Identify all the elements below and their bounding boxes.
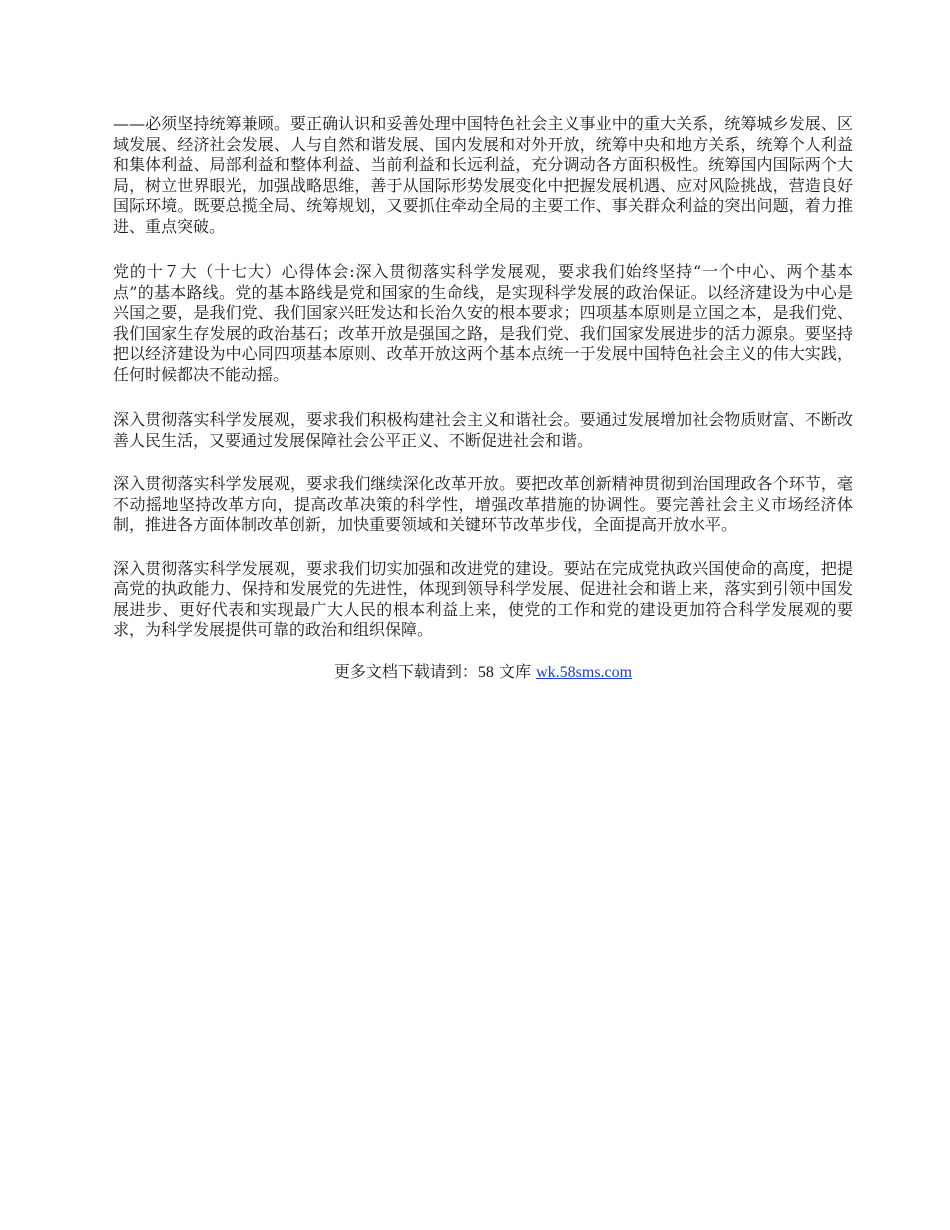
footer-site-number: 58 [477,663,494,681]
paragraph-reform-opening: 深入贯彻落实科学发展观，要求我们继续深化改革开放。要把改革创新精神贯彻到治国理政各个环节，毫不动摇地坚持改革方向，提高改革决策的科学性，增强改革措施的协调性。要完善社会主义市场经济体制，推进各方面体制改革创新，加快重要领域和关键环节改革步伐，全面提高开放水平。 [113,474,853,534]
footer-site-name: 文库 [493,661,537,681]
paragraph-overall-planning: ——必须坚持统筹兼顾。要正确认识和妥善处理中国特色社会主义事业中的重大关系，统筹城乡发展、区域发展、经济社会发展、人与自然和谐发展、国内发展和对外开放，统筹中央和地方关系，统筹个人利益和集体利益、局部利益和整体利益、当前利益和长远利益，充分调动各方面积极性。统筹国内国际两个大局，树立世界眼光，加强战略思维，善于从国际形势发展变化中把握发展机遇、应对风险挑战，营造良好国际环境。既要总揽全局、统筹规划，又要抓住牵动全局的主要工作、事关群众利益的突出问题，着力推进、重点突破。 [113,114,853,236]
paragraph-basic-line: 党的十７大（十七大）心得体会:深入贯彻落实科学发展观，要求我们始终坚持“一个中心、两个基本点”的基本路线。党的基本路线是党和国家的生命线，是实现科学发展的政治保证。以经济建设为中心是兴国之要，是我们党、我们国家兴旺发达和长治久安的根本要求；四项基本原则是立国之本，是我们党、我们国家生存发展的政治基石；改革开放是强国之路，是我们党、我们国家发展进步的活力源泉。要坚持把以经济建设为中心同四项基本原则、改革开放这两个基本点统一于发展中国特色社会主义的伟大实践，任何时候都决不能动摇。 [113,262,853,384]
footer-prefix: 更多文档下载请到： [333,661,478,681]
paragraph-party-building: 深入贯彻落实科学发展观，要求我们切实加强和改进党的建设。要站在完成党执政兴国使命的高度，把提高党的执政能力、保持和发展党的先进性，体现到领导科学发展、促进社会和谐上来，落实到引领中国发展进步、更好代表和实现最广大人民的根本利益上来，使党的工作和党的建设更加符合科学发展观的要求，为科学发展提供可靠的政治和组织保障。 [113,558,853,639]
download-footer [113,661,853,684]
footer-site-link[interactable]: wk.58sms.com [536,663,633,681]
document-body [113,114,853,684]
paragraph-harmonious-society: 深入贯彻落实科学发展观，要求我们积极构建社会主义和谐社会。要通过发展增加社会物质财富、不断改善人民生活，又要通过发展保障社会公平正义、不断促进社会和谐。 [113,410,853,450]
